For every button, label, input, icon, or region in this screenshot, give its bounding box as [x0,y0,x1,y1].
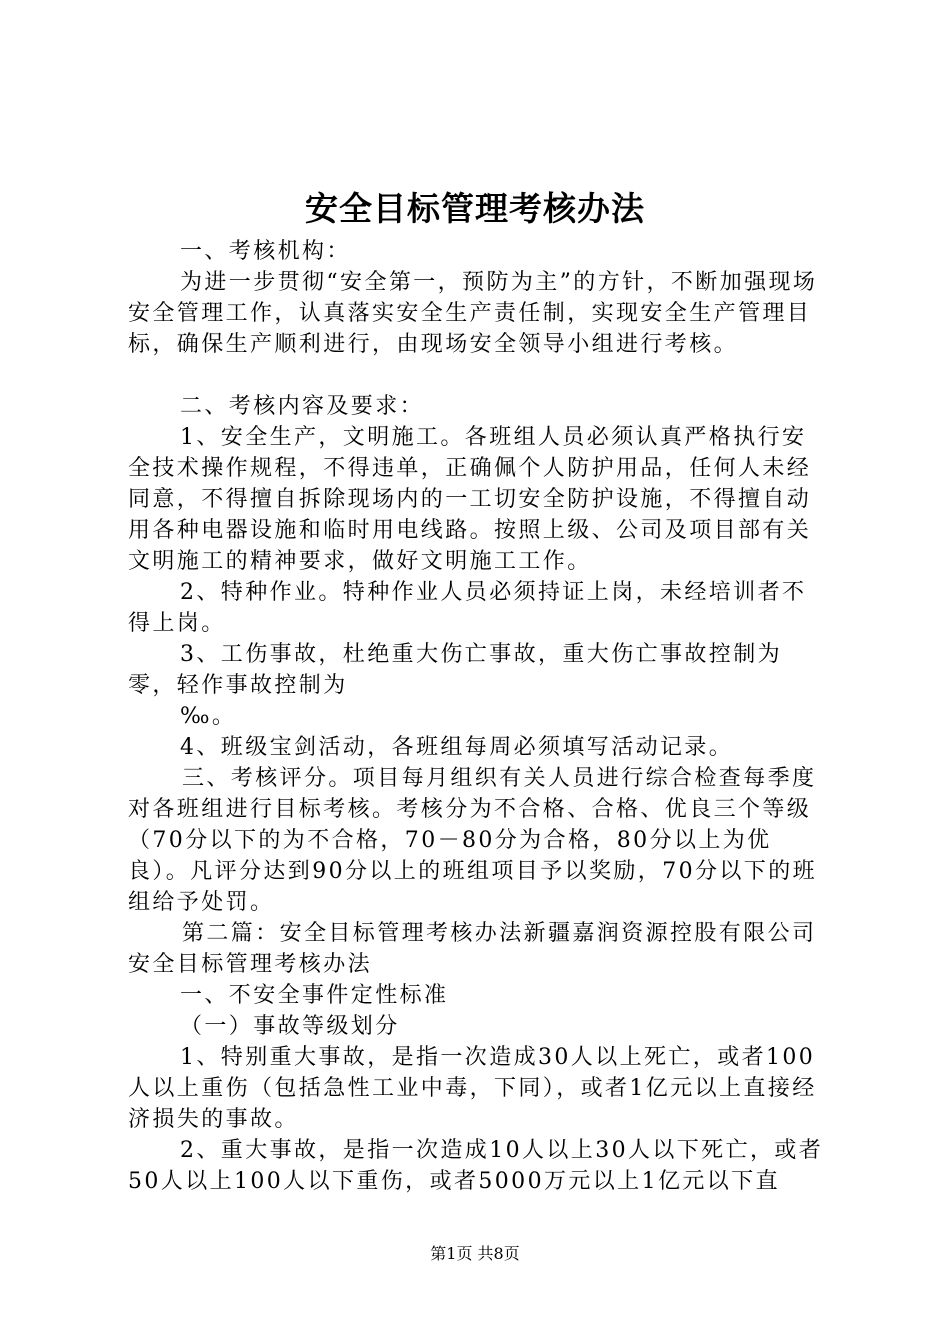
paragraph: 4、班级宝剑活动，各班组每周必须填写活动记录。 [180,735,734,760]
page-footer: 第1页 共8页 [430,1244,520,1263]
section-heading: 一、考核机构： [180,239,351,264]
paragraph: 3、工伤事故，杜绝重大伤亡事故，重大伤亡事故控制为零，轻作事故控制为 [128,642,782,698]
paragraph: 2、重大事故，是指一次造成10人以上30人以下死亡，或者50人以上100人以下重伤，或者5000万元以上1亿元以下直 [128,1138,824,1194]
paragraph: 为进一步贯彻“安全第一，预防为主”的方针，不断加强现场安全管理工作，认真落实安全生产责任制，实现安全生产管理目标，确保生产顺利进行，由现场安全领导小组进行考核。 [128,270,818,357]
paragraph: 第二篇：安全目标管理考核办法新疆嘉润资源控股有限公司安全目标管理考核办法 [128,921,817,977]
section-heading: （一）事故等级划分 [180,1014,400,1039]
paragraph: 1、特别重大事故，是指一次造成30人以上死亡，或者100人以上重伤（包括急性工业中毒，下同），或者1亿元以上直接经济损失的事故。 [128,1045,817,1132]
paragraph: ‰。 [180,704,237,729]
paragraph: 2、特种作业。特种作业人员必须持证上岗，未经培训者不得上岗。 [128,580,807,636]
document-title: 安全目标管理考核办法 [305,189,645,228]
paragraph: 1、安全生产，文明施工。各班组人员必须认真严格执行安全技术操作规程，不得违单，正确佩个人防护用品，任何人未经同意，不得擅自拆除现场内的一工切安全防护设施，不得擅自动用各种电器设施和临时用电线路。按照上级、公司及项目部有关文明施工的精神要求，做好文明施工工作。 [128,425,812,574]
paragraph: 三、考核评分。项目每月组织有关人员进行综合检查每季度对各班组进行目标考核。考核分为不合格、合格、优良三个等级（70分以下的为不合格，70－80分为合格，80分以上为优良）。凡评分达到90分以上的班组项目予以奖励，70分以下的班组给予处罚。 [128,766,817,915]
blank-line [128,360,828,391]
section-heading: 二、考核内容及要求： [180,394,425,419]
section-heading: 一、不安全事件定性标准 [180,983,449,1008]
document-body [128,236,828,1197]
